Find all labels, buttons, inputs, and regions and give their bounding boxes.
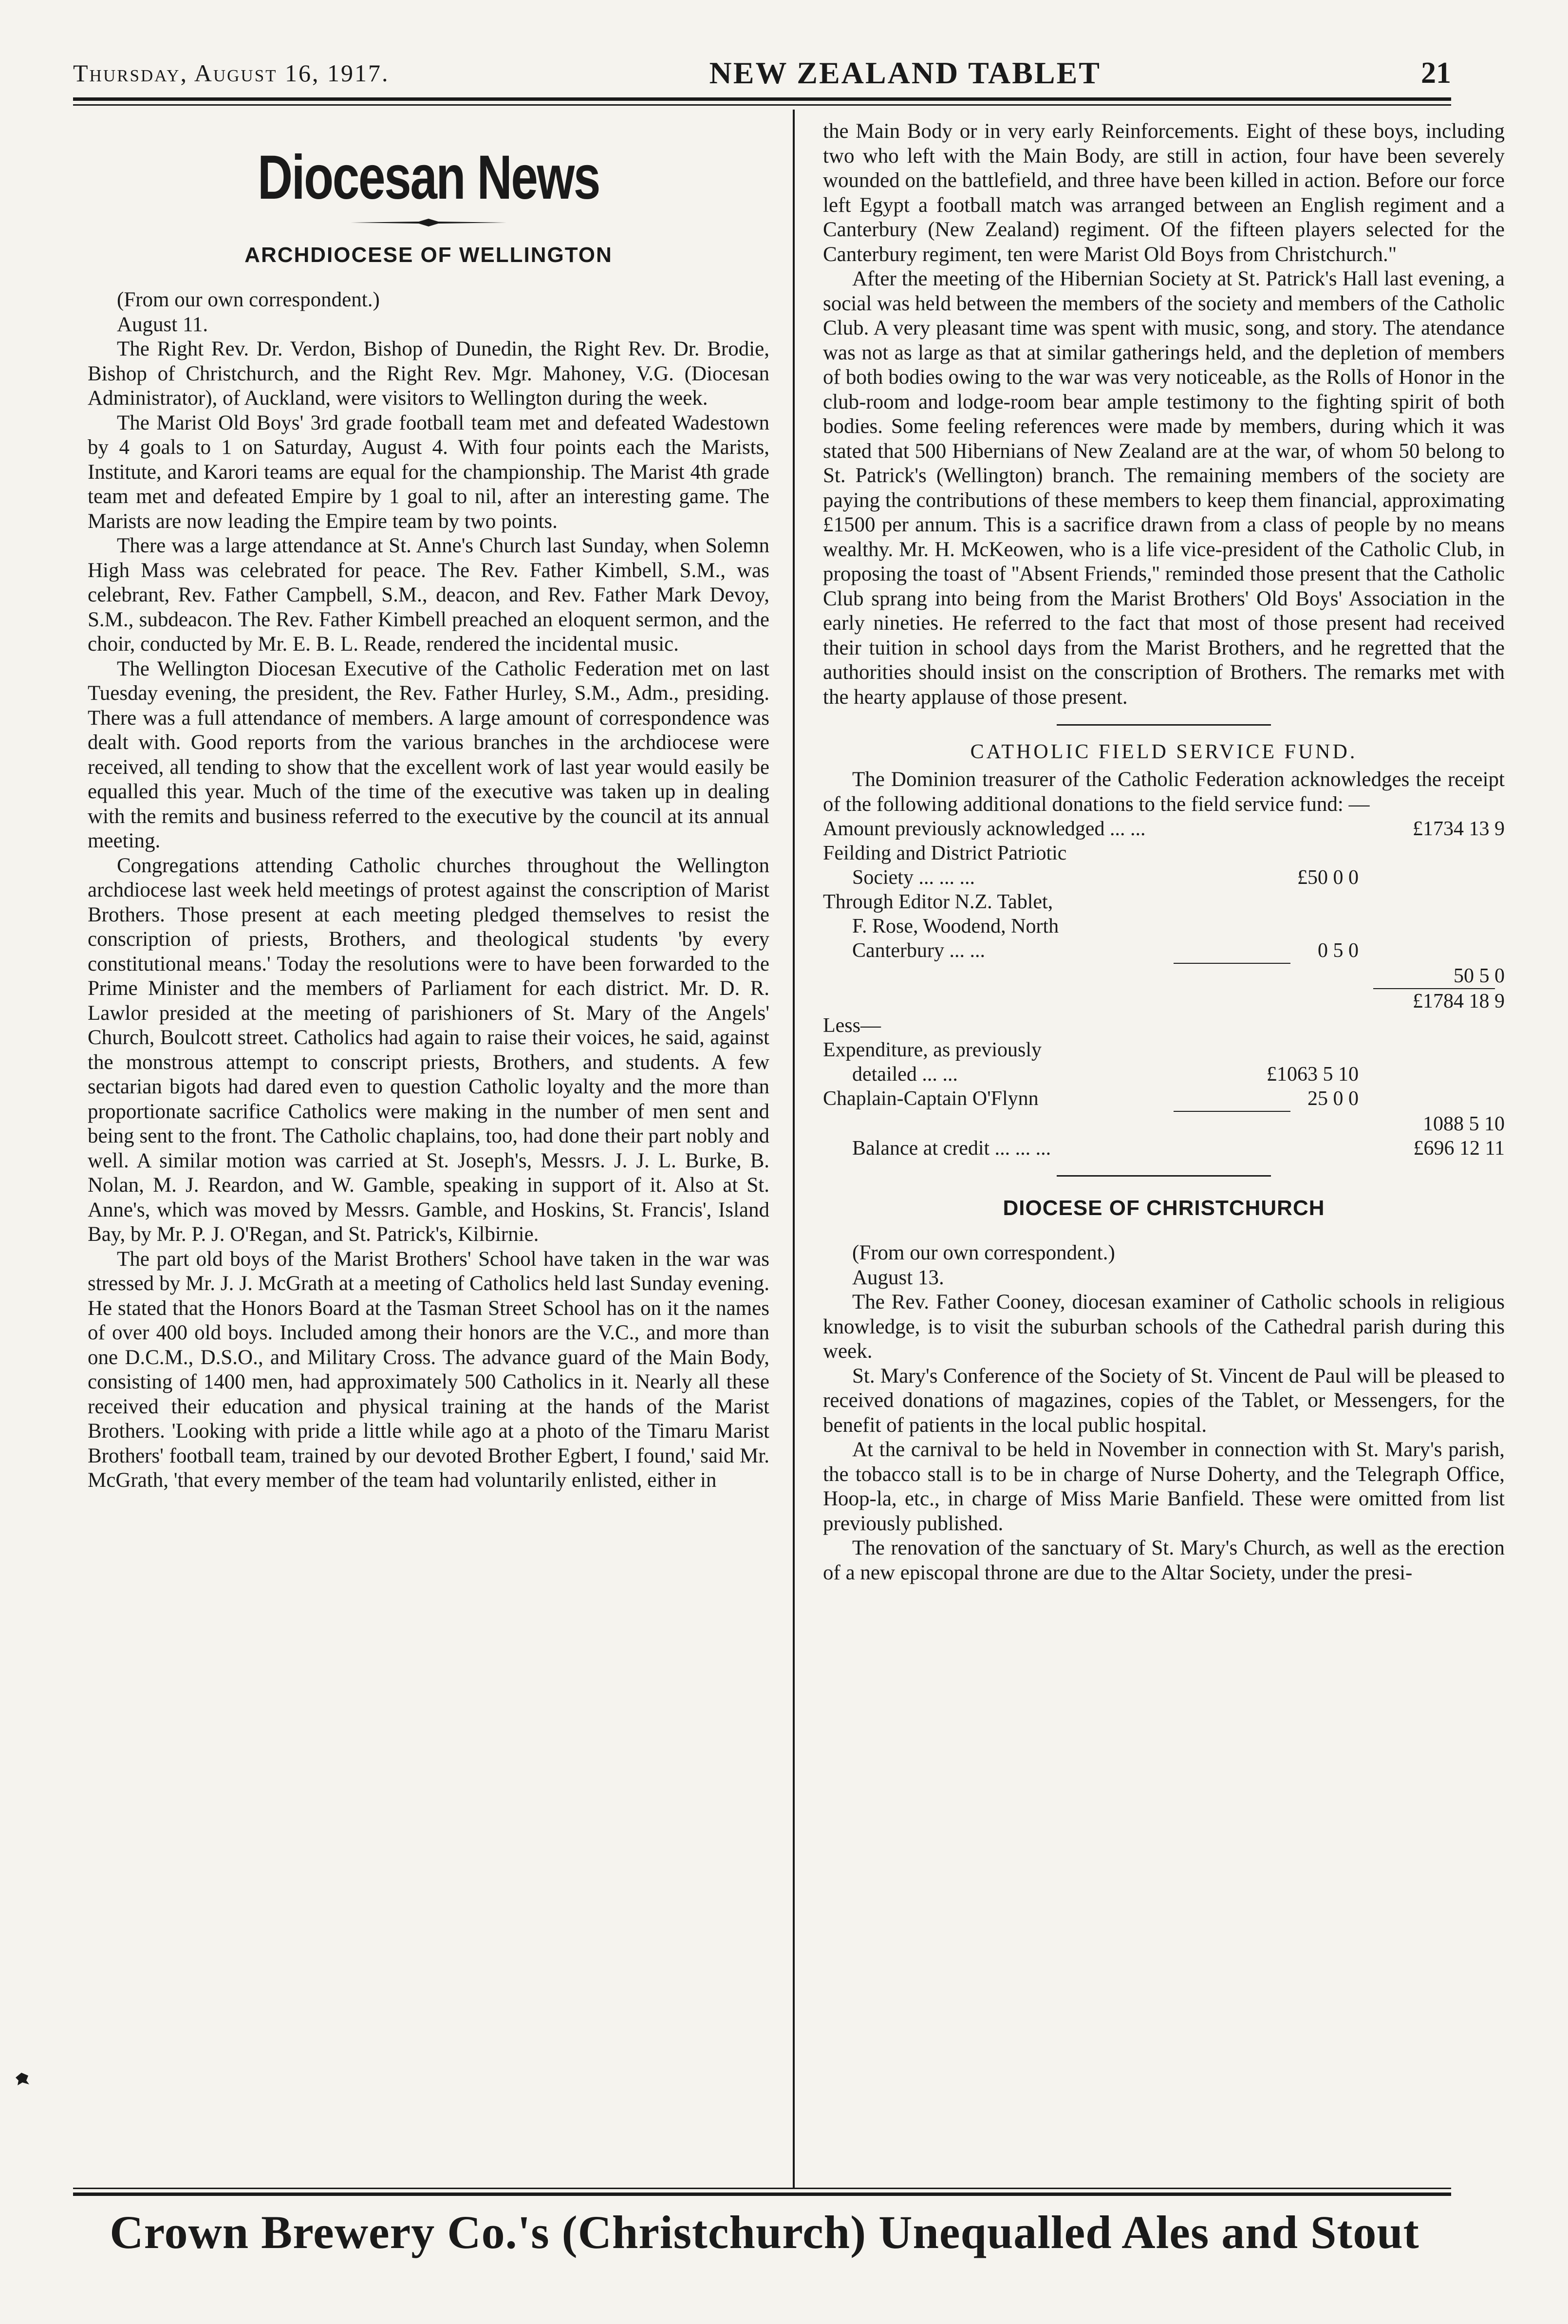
- account-row: Society ... ... ... £50 0 0: [852, 866, 1359, 889]
- section-separator: [823, 724, 1505, 726]
- dateline: August 13.: [852, 1266, 944, 1289]
- account-row: Less—: [823, 1014, 881, 1037]
- correspondent-line: (From our own correspondent.): [852, 1241, 1115, 1264]
- section-heading-christchurch: DIOCESE OF CHRISTCHURCH: [1003, 1196, 1325, 1220]
- column-divider: [793, 110, 795, 2189]
- account-row: Canterbury ... ... 0 5 0: [852, 939, 1359, 962]
- section-separator: [823, 1175, 1505, 1177]
- less-total: 1088 5 10: [1423, 1113, 1505, 1135]
- article-paragraph: After the meeting of the Hibernian Society at St. Patrick's Hall last evening, a social was held between the members of the society and members of the Catholic Club. A very pleasant time was spent with music, song, and story. The atendance was not as large as that at similar gatherings held, and the depletion of members of both bodies owing to the war was very noticeable, as the Rolls of Honor in the club-room and lodge-room bear ample testimony to the fighting spirit of both bodies. Some feeling references were made by members, during which it was stated that 500 Hibernians of New Zealand are at the war, of whom 50 belong to St. Patrick's (Wellington) branch. The remaining members of the society are paying the contributions of these members to keep them financial, approximating £1500 per annum. This is a sacrifice drawn from a class of people by no means wealthy. Mr. H. McKeowen, who is a life vice-president of the Catholic Club, in proposing the toast of ''Absent Friends,'' reminded those present that the Catholic Club sprang into being from the Marist Brothers' Old Boys' Association in the early nineties. He referred to the fact that most of those present had received their tuition in school days from the Marist Brothers, and he regretted that the authorities should insist on the conscription of Brothers. The remarks met with the hearty applause of those present.: [823, 267, 1505, 709]
- page-headline: Diocesan News: [257, 143, 600, 212]
- dateline: August 11.: [117, 313, 208, 336]
- article-paragraph: Congregations attending Catholic churches throughout the Wellington archdiocese last week held meetings of protest against the conscription of Marist Brothers. Those present at each meeting pledged themselves to resist the conscription of priests, Brothers, and theological students 'by every constitutional means.' Today the resolutions were to have been forwarded to the Prime Minister and the members of Parliament for each district. Mr. D. R. Lawlor presided at the meeting of parishioners of St. Mary of the Angels' Church, Boulcott street. Catholics had again to raise their voices, he said, against the monstrous attempt to conscript priests, Brothers, and students. A few sectarian bigots had dared even to question Catholic loyalty and the more than proportionate sacrifice Catholics were making in the number of men sent and being sent to the front. The Catholic chaplains, too, had done their part nobly and well. A similar motion was carried at St. Joseph's, Messrs. J. J. L. Burke, B. Nolan, M. J. Reardon, and W. Gamble, speaking in support of it. Also at St. Anne's, which was moved by Messrs. Gamble, and Hoskins, St. Francis', Island Bay, by Mr. P. J. O'Regan, and St. Patrick's, Kilbirnie.: [88, 854, 769, 1246]
- article-paragraph: The Marist Old Boys' 3rd grade football team met and defeated Wadestown by 4 goals to 1 on Saturday, August 4. With four points each the Marists, Institute, and Karori teams are equal for the championship. The Marist 4th grade team met and defeated Empire by 1 goal to nil, after an interesting game. The Marists are now leading the Empire team by two points.: [88, 411, 769, 533]
- account-row: [823, 964, 1505, 988]
- section-heading-wellington: ARCHDIOCESE OF WELLINGTON: [244, 243, 613, 267]
- article-paragraph: The Wellington Diocesan Executive of the Catholic Federation met on last Tuesday evening, the president, the Rev. Father Hurley, S.M., Adm., presiding. There was a full attendance of members. A large amount of correspondence was dealt with. Good reports from the various branches in the archdiocese were received, all tending to show that the excellent work of last year would easily be equalled this year. Much of the time of the executive was taken up in dealing with the remits and business referred to the executive by the council at its annual meeting.: [88, 657, 769, 852]
- page-number: 21: [1420, 56, 1451, 90]
- left-column: [88, 119, 769, 2179]
- account-row: Feilding and District Patriotic: [823, 842, 1067, 864]
- page-header: [73, 54, 1451, 93]
- header-rule: [73, 97, 1451, 101]
- account-row: F. Rose, Woodend, North: [852, 915, 1059, 937]
- masthead: NEW ZEALAND TABLET: [709, 56, 1101, 90]
- ornament-rule: [88, 219, 769, 226]
- header-rule-thin: [73, 104, 1451, 106]
- article-paragraph: the Main Body or in very early Reinforcements. Eight of these boys, including two who left with the Main Body, are still in action, four have been severely wounded on the battlefield, and three have been killed in action. Before our force left Egypt a football match was arranged between an English regiment and a Canterbury (New Zealand) regiment. Of the fifteen players selected for the Canterbury regiment, ten were Marist Old Boys from Christchurch.": [823, 120, 1505, 266]
- balance-row: Balance at credit ... ... ... £696 12 11: [852, 1137, 1505, 1160]
- subtotal: 50 5 0: [1454, 965, 1505, 987]
- correspondent-line: (From our own correspondent.): [117, 288, 380, 311]
- right-column: [823, 119, 1505, 2179]
- article-paragraph: The part old boys of the Marist Brothers' School have taken in the war was stressed by Mr. J. J. McGrath at a meeting of Catholics held last Sunday evening. He stated that the Honors Board at the Tasman Street School has on it the names of over 400 old boys. Included among their honors are the V.C., and more than one D.C.M., D.S.O., and Military Cross. The advance guard of the Main Body, consisting of 1400 men, had approximately 500 Catholics in it. Nearly all these received their education and physical training at the hands of the Marist Brothers. 'Looking with pride a little while ago at a photo of the Timaru Marist Brothers' football team, trained by our devoted Brother Egbert, I found,' said Mr. McGrath, 'that every member of the team had voluntarily enlisted, either in: [88, 1247, 769, 1492]
- footer-rule-thin: [73, 2188, 1451, 2189]
- ink-blot-icon: [14, 2071, 30, 2087]
- article-paragraph: The Rev. Father Cooney, diocesan examiner of Catholic schools in religious knowledge, is to visit the suburban schools of the Cathedral parish during this week.: [823, 1291, 1505, 1363]
- article-paragraph: There was a large attendance at St. Anne's Church last Sunday, when Solemn High Mass was celebrated for peace. The Rev. Father Kimbell, S.M., was celebrant, Rev. Father Campbell, S.M., deacon, and Rev. Father Mark Devoy, S.M., subdeacon. The Rev. Father Kimbell preached an eloquent sermon, and the choir, conducted by Mr. E. B. L. Reade, rendered the incidental music.: [88, 534, 769, 656]
- account-row: Chaplain-Captain O'Flynn 25 0 0: [823, 1087, 1359, 1110]
- issue-date: Thursday, August 16, 1917.: [73, 59, 390, 87]
- account-row: Amount previously acknowledged ... ... £1734 13 9: [823, 818, 1505, 840]
- account-row: [823, 989, 1505, 1013]
- footer-rule: [73, 2193, 1451, 2196]
- fund-intro: The Dominion treasurer of the Catholic Federation acknowledges the receipt of the following additional donations to the field service fund: —: [823, 768, 1505, 816]
- article-paragraph: The Right Rev. Dr. Verdon, Bishop of Dunedin, the Right Rev. Dr. Brodie, Bishop of Christchurch, and the Right Rev. Mgr. Mahoney, V.G. (Diocesan Administrator), of Auckland, were visitors to Wellington during the week.: [88, 337, 769, 410]
- account-row: Through Editor N.Z. Tablet,: [823, 891, 1053, 913]
- balance-amount: £696 12 11: [1413, 1137, 1505, 1160]
- account-row: [823, 1112, 1505, 1136]
- account-row: Expenditure, as previously: [823, 1039, 1042, 1061]
- fund-title: CATHOLIC FIELD SERVICE FUND.: [970, 741, 1358, 763]
- grand-total: £1784 18 9: [1413, 990, 1505, 1012]
- account-row: detailed ... ... £1063 5 10: [852, 1063, 1359, 1086]
- diamond-rule-icon: [351, 219, 506, 226]
- brewery-advert: Crown Brewery Co.'s (Christchurch) Unequalled Ales and Stout: [110, 2206, 1419, 2258]
- article-paragraph: St. Mary's Conference of the Society of St. Vincent de Paul will be pleased to received donations of magazines, copies of the Tablet, or Messengers, for the benefit of patients in the local public hospital.: [823, 1364, 1505, 1437]
- article-paragraph: The renovation of the sanctuary of St. Mary's Church, as well as the erection of a new episcopal throne are due to the Altar Society, under the presi-: [823, 1537, 1505, 1584]
- article-paragraph: At the carnival to be held in November in connection with St. Mary's parish, the tobacco stall is to be in charge of Nurse Doherty, and the Telegraph Office, Hoop-la, etc., in charge of Miss Marie Banfield. These were omitted from list previously published.: [823, 1438, 1505, 1535]
